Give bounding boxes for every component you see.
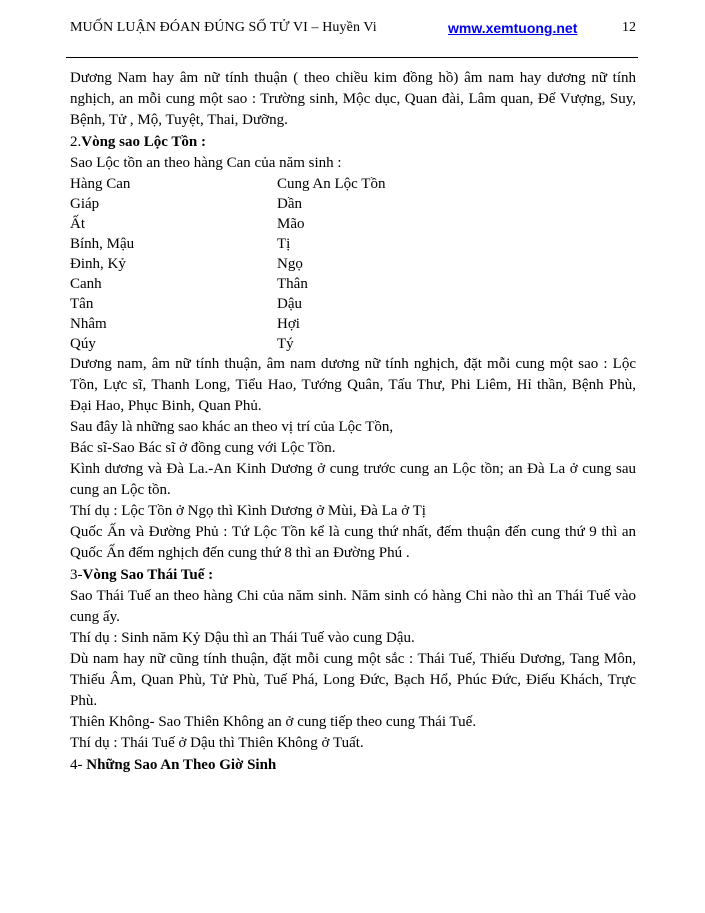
- table-cell: Ất: [70, 216, 85, 232]
- table-cell: Đinh, Kỷ: [70, 256, 126, 272]
- paragraph-kinh-duong: Kình dương và Đà La.-An Kinh Dương ở cung trước cung an Lộc tồn; an Đà La ở cung sau cung an Lộc tồn.: [70, 461, 636, 498]
- table-cell: Ngọ: [277, 256, 303, 272]
- table-row: [70, 214, 636, 234]
- paragraph-following: Sau đây là những sao khác an theo vị trí của Lộc Tồn,: [70, 419, 394, 435]
- table-header-row: [70, 174, 636, 194]
- paragraph-thai-tue: Sao Thái Tuế an theo hàng Chi của năm sinh. Năm sinh có hàng Chi nào thì an Thái Tuế vào cung ấy.: [70, 588, 636, 625]
- paragraph-example-1: Thí dụ : Lộc Tồn ở Ngọ thì Kình Dương ở Mùi, Đà La ở Tị: [70, 503, 426, 519]
- table-row: [70, 334, 636, 354]
- table-cell: Tân: [70, 296, 94, 312]
- table-cell: Qúy: [70, 336, 96, 352]
- section-heading-4: [70, 754, 636, 776]
- table-cell: Hợi: [277, 316, 300, 332]
- section-heading-3: [70, 564, 636, 586]
- section-number: 4-: [70, 757, 87, 773]
- page-number: 12: [622, 20, 636, 35]
- section-title: Những Sao An Theo Giờ Sinh: [86, 757, 277, 773]
- table-cell: Giáp: [70, 196, 100, 212]
- table-cell: Dậu: [277, 296, 302, 312]
- section-heading-2: [70, 131, 636, 153]
- section-title: Vòng sao Lộc Tồn :: [81, 134, 206, 150]
- paragraph-quoc-an: Quốc Ấn và Đường Phủ : Tứ Lộc Tồn kể là cung thứ nhất, đếm thuận đến cung thứ 9 thì an Quốc Ấn đếm nghịch đến cung thứ 8 thì an Đường Phú .: [70, 524, 636, 561]
- section-number: 3-: [70, 567, 83, 583]
- document-title: MUỐN LUẬN ĐÓAN ĐÚNG SỐ TỬ VI – Huyền Vi: [70, 20, 377, 35]
- table-cell: Tị: [277, 236, 291, 252]
- table-cell: Canh: [70, 276, 102, 292]
- website-link[interactable]: wmw.xemtuong.net: [448, 20, 578, 36]
- paragraph-example-3: Thí dụ : Thái Tuế ở Dậu thì Thiên Không ở Tuất.: [70, 735, 364, 751]
- paragraph-intro: Dương Nam hay âm nữ tính thuận ( theo chiều kim đồng hồ) âm nam hay dương nữ tính nghịch, an mỗi cung một sao : Trường sinh, Mộc dục, Quan đài, Lâm quan, Đế Vượng, Suy, Bệnh, Tử , Mộ, Tuyệt, Thai, Dưỡng.: [70, 70, 636, 128]
- table-cell: Nhâm: [70, 316, 107, 332]
- table-cell: Mão: [277, 216, 305, 232]
- paragraph-example-2: Thí dụ : Sinh năm Kỷ Dậu thì an Thái Tuế vào cung Dậu.: [70, 630, 415, 646]
- section-number: 2.: [70, 134, 82, 150]
- paragraph-order: Dù nam hay nữ cũng tính thuận, đặt mỗi cung một sắc : Thái Tuế, Thiếu Dương, Tang Môn, Thiếu Âm, Quan Phù, Tử Phù, Tuế Phá, Long Đức, Bạch Hổ, Phúc Đức, Điếu Khách, Trực Phù.: [70, 651, 636, 709]
- table-row: [70, 314, 636, 334]
- page-body: [70, 68, 636, 776]
- table-row: [70, 274, 636, 294]
- paragraph-loc-ton-intro: Sao Lộc tồn an theo hàng Can của năm sinh :: [70, 155, 342, 171]
- paragraph-bac-si: Bác sĩ-Sao Bác sĩ ở đồng cung với Lộc Tồn.: [70, 440, 336, 456]
- table-cell: Thân: [277, 276, 308, 292]
- page-header: [70, 20, 636, 42]
- can-table: [70, 174, 636, 354]
- paragraph-thien-khong: Thiên Không- Sao Thiên Không an ở cung tiếp theo cung Thái Tuế.: [70, 714, 477, 730]
- table-row: [70, 234, 636, 254]
- table-cell: Tý: [277, 336, 294, 352]
- table-cell: Bính, Mậu: [70, 236, 135, 252]
- table-header-cell: Cung An Lộc Tồn: [277, 176, 386, 192]
- section-title: Vòng Sao Thái Tuế :: [82, 567, 214, 583]
- header-divider: [66, 57, 638, 58]
- table-row: [70, 294, 636, 314]
- table-cell: Dần: [277, 196, 302, 212]
- table-row: [70, 254, 636, 274]
- table-row: [70, 194, 636, 214]
- table-header-cell: Hàng Can: [70, 176, 131, 192]
- paragraph-after-table: Dương nam, âm nữ tính thuận, âm nam dương nữ tính nghịch, đặt mỗi cung một sao : Lộc Tồn, Lực sĩ, Thanh Long, Tiểu Hao, Tướng Quân, Tấu Thư, Phi Liêm, Hỉ thần, Bệnh Phù, Đại Hao, Phục Binh, Quan Phủ.: [70, 356, 636, 414]
